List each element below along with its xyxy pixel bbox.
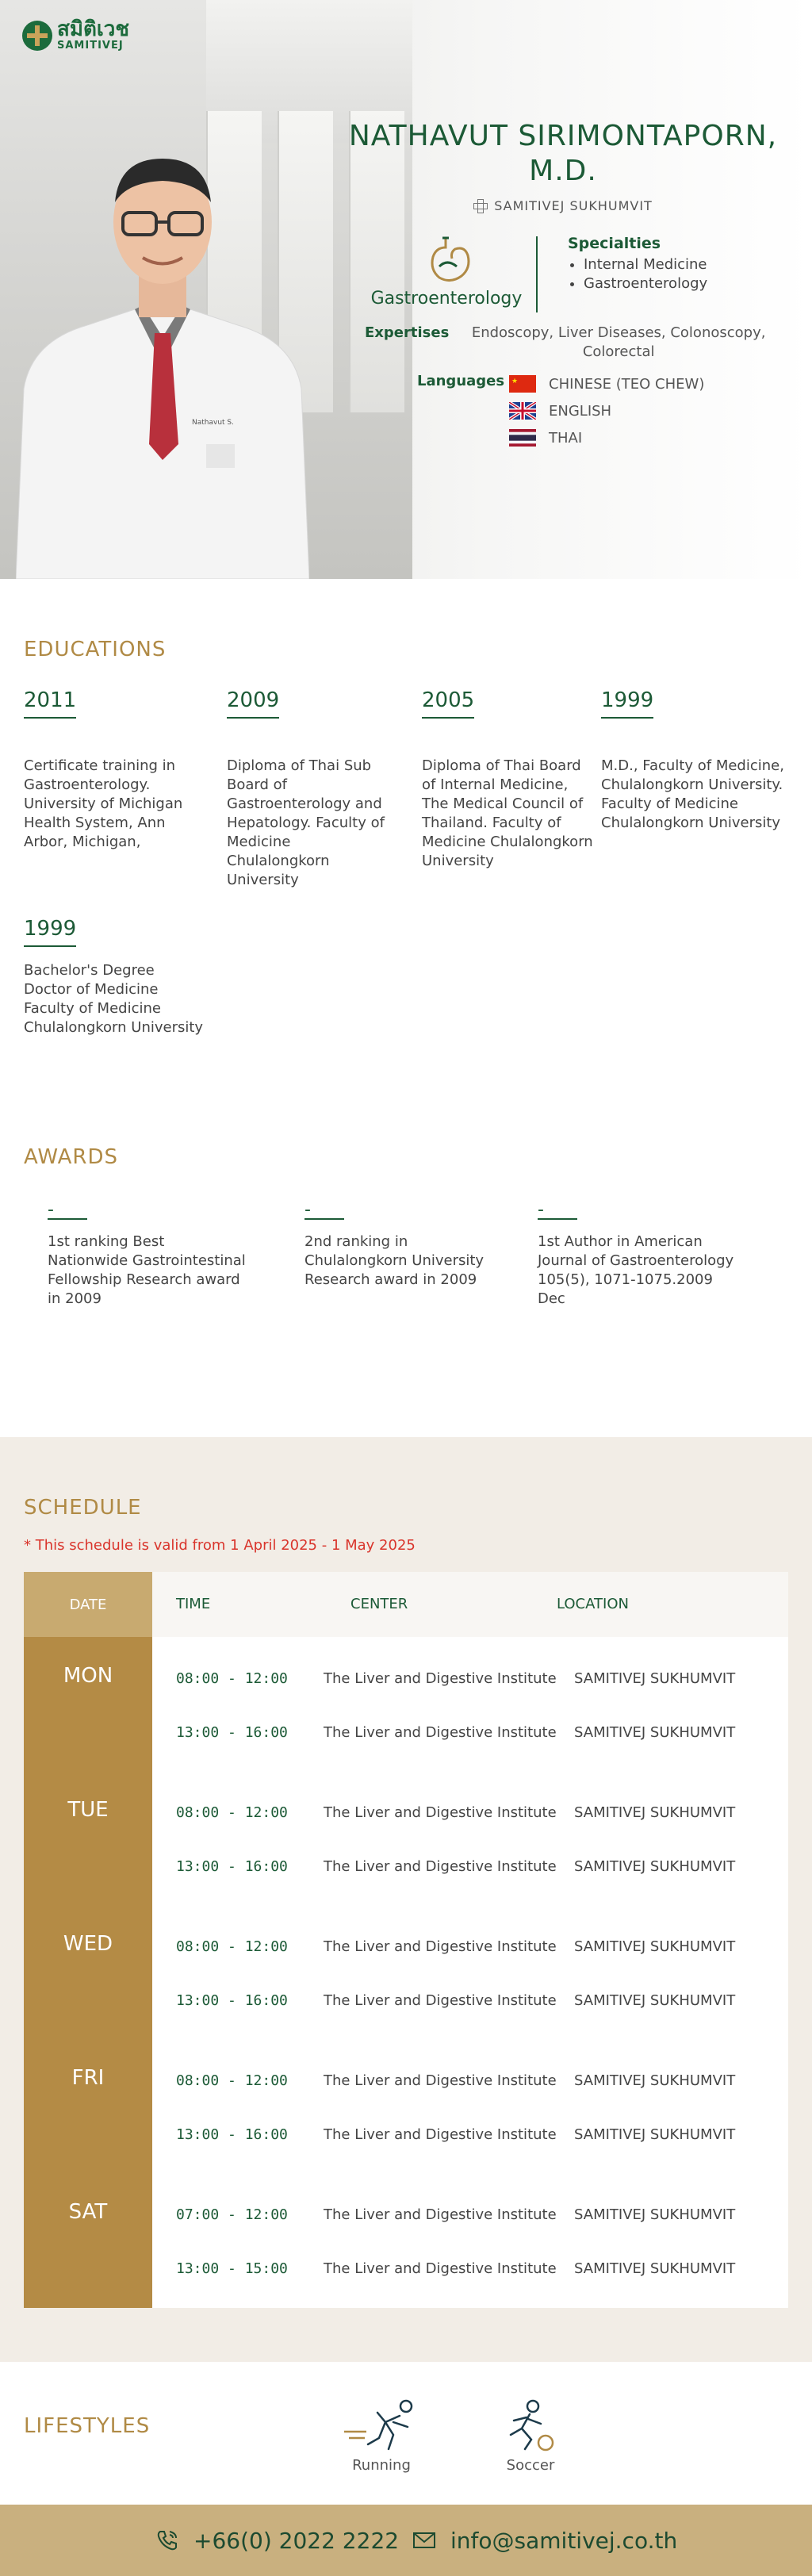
- main-specialty-label: Gastroenterology: [370, 289, 523, 309]
- slot-time: 08:00 - 12:00: [176, 1804, 288, 1821]
- education-text: Diploma of Thai Board of Internal Medicine, The Medical Council of Thailand. Faculty of Medicine Chulalongkorn University: [422, 757, 593, 869]
- doctor-hero: [0, 0, 812, 579]
- lifestyles-title: LIFESTYLES: [24, 2414, 151, 2438]
- slot-time: 08:00 - 12:00: [176, 1938, 288, 1955]
- schedule-day: MON: [63, 1664, 113, 1688]
- education-year: 2005: [422, 688, 474, 719]
- lifestyle-running: [330, 2398, 433, 2474]
- expertises-value: Endoscopy, Liver Diseases, Colonoscopy, Colorectal: [471, 324, 766, 360]
- thailand-flag-icon: [509, 429, 536, 447]
- education-year: 2009: [227, 688, 279, 719]
- slot-time: 13:00 - 16:00: [176, 1858, 288, 1875]
- specialties-list: [568, 235, 707, 293]
- schedule-table-body: [24, 1637, 788, 2308]
- education-item: [227, 688, 395, 890]
- samitivej-cross-icon: [22, 21, 52, 51]
- lifestyle-label: Soccer: [506, 2457, 555, 2474]
- schedule-validity-note: * This schedule is valid from 1 April 2025 - 1 May 2025: [24, 1537, 416, 1554]
- language-name: CHINESE (TEO CHEW): [549, 375, 705, 393]
- slot-center: The Liver and Digestive Institute: [324, 1938, 557, 1955]
- educations-title: EDUCATIONS: [24, 638, 167, 661]
- language-name: THAI: [549, 429, 583, 447]
- phone-number[interactable]: +66(0) 2022 2222: [193, 2527, 400, 2554]
- samitivej-logo[interactable]: [22, 19, 129, 52]
- location-column-header: LOCATION: [557, 1596, 629, 1612]
- slot-location: SAMITIVEJ SUKHUMVIT: [574, 1724, 736, 1741]
- schedule-day: FRI: [71, 2066, 105, 2090]
- date-column-header: DATE: [24, 1572, 152, 1637]
- email-contact[interactable]: [412, 2505, 677, 2576]
- schedule-table-header: [24, 1572, 788, 1637]
- lifestyle-label: Running: [352, 2457, 411, 2474]
- branch-label: [341, 198, 785, 213]
- hospital-cross-icon: [473, 199, 486, 212]
- time-column-header: TIME: [176, 1596, 211, 1612]
- schedule-title: SCHEDULE: [24, 1496, 142, 1520]
- svg-text:★: ★: [511, 378, 519, 385]
- svg-text:Nathavut S.: Nathavut S.: [192, 419, 234, 427]
- specialty-item: • Internal Medicine: [584, 255, 707, 274]
- slot-center: The Liver and Digestive Institute: [324, 1670, 557, 1687]
- award-text: 1st Author in American Journal of Gastroenterology 105(5), 1071-1075.2009 Dec: [538, 1233, 734, 1307]
- slot-time: 13:00 - 16:00: [176, 1724, 288, 1741]
- china-flag-icon: [509, 375, 536, 393]
- education-item: [24, 917, 206, 1037]
- branch-name: SAMITIVEJ SUKHUMVIT: [494, 198, 653, 213]
- education-year: 1999: [24, 917, 76, 947]
- center-column-header: CENTER: [350, 1596, 408, 1612]
- education-text: Certificate training in Gastroenterology. University of Michigan Health System, Ann Arbor, Michigan,: [24, 757, 183, 850]
- awards-title: AWARDS: [24, 1145, 119, 1169]
- slot-center: The Liver and Digestive Institute: [324, 1858, 557, 1875]
- soccer-icon: [487, 2398, 574, 2452]
- slot-time: 13:00 - 15:00: [176, 2260, 288, 2277]
- slot-center: The Liver and Digestive Institute: [324, 2260, 557, 2277]
- slot-time: 08:00 - 12:00: [176, 1670, 288, 1687]
- award-mark: -: [304, 1200, 311, 1220]
- slot-time: 13:00 - 16:00: [176, 1992, 288, 2009]
- language-item: [509, 373, 704, 395]
- uk-flag-icon: [509, 402, 536, 420]
- expertises-label: Expertises: [365, 324, 450, 341]
- logo-english-text: SAMITIVEJ: [57, 40, 124, 52]
- schedule-day: WED: [63, 1932, 113, 1956]
- slot-center: The Liver and Digestive Institute: [324, 2206, 557, 2223]
- slot-location: SAMITIVEJ SUKHUMVIT: [574, 1804, 736, 1821]
- logo-thai-text: สมิติเวช: [57, 17, 130, 41]
- doctor-photo: [16, 127, 309, 579]
- slot-time: 08:00 - 12:00: [176, 2072, 288, 2089]
- education-year: 2011: [24, 688, 76, 719]
- slot-location: SAMITIVEJ SUKHUMVIT: [574, 1858, 736, 1875]
- schedule-day: TUE: [67, 1798, 109, 1822]
- slot-time: 13:00 - 16:00: [176, 2126, 288, 2143]
- lifestyle-soccer: [479, 2398, 582, 2474]
- education-text: Diploma of Thai Sub Board of Gastroenterology and Hepatology. Faculty of Medicine Chulalongkorn University: [227, 757, 385, 888]
- award-mark: -: [538, 1200, 544, 1220]
- doctor-name: [341, 119, 785, 189]
- email-address[interactable]: info@samitivej.co.th: [450, 2527, 678, 2554]
- specialties-heading: Specialties: [568, 235, 661, 252]
- award-text: 1st ranking Best Nationwide Gastrointestinal Fellowship Research award in 2009: [48, 1233, 246, 1307]
- slot-center: The Liver and Digestive Institute: [324, 1992, 557, 2009]
- language-item: [509, 427, 582, 449]
- stomach-icon: [419, 235, 474, 286]
- education-item: [24, 688, 206, 852]
- education-year: 1999: [601, 688, 653, 719]
- main-specialty: [355, 235, 538, 309]
- education-item: [422, 688, 598, 871]
- specialty-divider: [536, 236, 538, 312]
- slot-location: SAMITIVEJ SUKHUMVIT: [574, 2260, 736, 2277]
- slot-location: SAMITIVEJ SUKHUMVIT: [574, 2126, 736, 2143]
- expertises: [365, 324, 777, 362]
- specialty-item: • Gastroenterology: [584, 274, 707, 293]
- education-text: Bachelor's Degree Doctor of Medicine Faculty of Medicine Chulalongkorn University: [24, 962, 204, 1036]
- award-item: [538, 1202, 736, 1309]
- doctor-name-line2: M.D.: [529, 155, 597, 187]
- phone-contact[interactable]: [155, 2505, 399, 2576]
- education-text: M.D., Faculty of Medicine, Chulalongkorn University. Faculty of Medicine Chulalongkorn University: [601, 757, 784, 831]
- schedule-day: SAT: [68, 2200, 108, 2224]
- slot-center: The Liver and Digestive Institute: [324, 2072, 557, 2089]
- slot-location: SAMITIVEJ SUKHUMVIT: [574, 1992, 736, 2009]
- slot-center: The Liver and Digestive Institute: [324, 2126, 557, 2143]
- award-mark: -: [48, 1200, 54, 1220]
- slot-center: The Liver and Digestive Institute: [324, 1724, 557, 1741]
- slot-location: SAMITIVEJ SUKHUMVIT: [574, 1938, 736, 1955]
- contact-footer: [0, 2505, 812, 2576]
- email-icon: [412, 2531, 436, 2550]
- languages-label: Languages: [417, 373, 505, 389]
- doctor-name-line1: NATHAVUT SIRIMONTAPORN,: [348, 120, 778, 152]
- award-item: [304, 1202, 503, 1290]
- language-name: ENGLISH: [549, 402, 612, 420]
- running-icon: [338, 2398, 425, 2452]
- education-item: [601, 688, 788, 833]
- award-item: [48, 1202, 246, 1309]
- slot-location: SAMITIVEJ SUKHUMVIT: [574, 1670, 736, 1687]
- slot-location: SAMITIVEJ SUKHUMVIT: [574, 2206, 736, 2223]
- slot-location: SAMITIVEJ SUKHUMVIT: [574, 2072, 736, 2089]
- language-item: [509, 400, 611, 422]
- slot-time: 07:00 - 12:00: [176, 2206, 288, 2223]
- award-text: 2nd ranking in Chulalongkorn University Research award in 2009: [304, 1233, 485, 1288]
- slot-center: The Liver and Digestive Institute: [324, 1804, 557, 1821]
- phone-icon: [155, 2528, 179, 2552]
